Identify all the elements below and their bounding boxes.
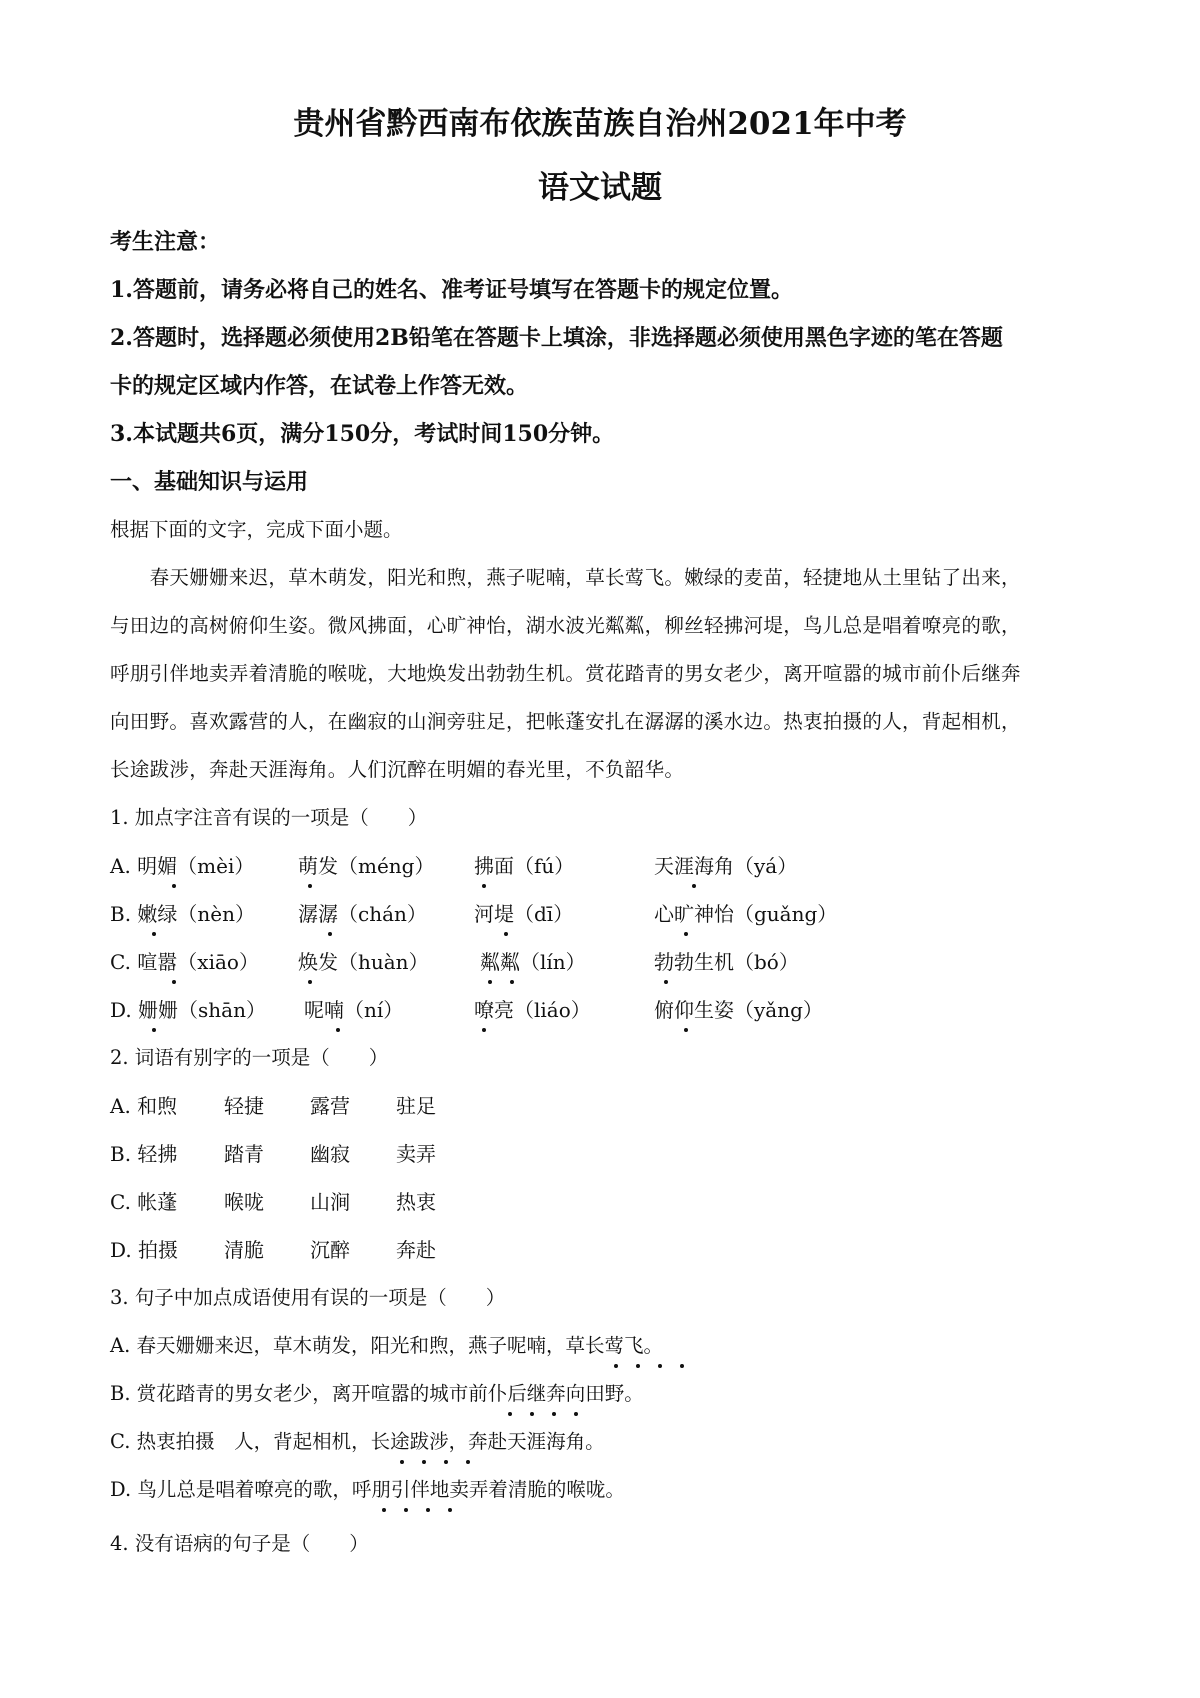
passage-line: 呼朋引伴地卖弄着清脆的喉咙，大地焕发出勃勃生机。赏花踏青的男女老少，离开喧嚣的城市前仆后继奔 [110,662,1021,685]
passage-line: 长途跋涉，奔赴天涯海角。人们沉醉在明媚的春光里，不负韶华。 [110,758,685,781]
question-stem: 4. 没有语病的句子是（ ） [110,1532,369,1555]
q2-option-c-4: 热衷 [396,1190,436,1214]
q1-option-d-4: 俯仰生姿（yǎng） [654,998,823,1022]
q2-option-c-3: 山涧 [310,1190,350,1214]
q1-option-a-3: 拂面（fú） [474,854,575,878]
q2-option-d-1: D. 拍摄 [110,1238,179,1262]
q1-option-b-4: 心旷神怡（guǎng） [654,902,838,926]
q1-option-b-1: B. 嫩绿（nèn） [110,902,256,926]
notice-heading: 考生注意： [110,229,221,255]
section-heading: 一、基础知识与运用 [110,469,309,495]
q1-option-d-3: 嘹亮（liáo） [474,998,591,1022]
question-stem: 3. 句子中加点成语使用有误的一项是（ ） [110,1286,506,1309]
passage-line: 向田野。喜欢露营的人，在幽寂的山涧旁驻足，把帐蓬安扎在潺潺的溪水边。热衷拍摄的人，背起相机， [110,710,1021,733]
q2-option-a-2: 轻捷 [224,1094,264,1118]
exam-subtitle: 语文试题 [538,170,662,206]
question-stem: 1. 加点字注音有误的一项是（ ） [110,806,428,829]
q2-option-d-2: 清脆 [224,1238,264,1262]
q1-option-c-3: 粼粼（lín） [480,950,586,974]
q1-option-d-2: 呢喃（ní） [304,998,404,1022]
q2-option-d-3: 沉醉 [310,1238,350,1262]
question-stem: 2. 词语有别字的一项是（ ） [110,1046,389,1069]
passage-line: 春天姗姗来迟，草木萌发，阳光和煦，燕子呢喃，草长莺飞。嫩绿的麦苗，轻捷地从土里钻了出来， [110,566,1021,589]
q1-option-c-1: C. 喧嚣（xiāo） [110,950,259,974]
q2-option-b-3: 幽寂 [310,1142,350,1166]
q2-option-c-2: 喉咙 [224,1190,264,1214]
q2-option-d-4: 奔赴 [396,1238,436,1262]
q2-option-b-1: B. 轻拂 [110,1142,178,1166]
q1-option-a-1: A. 明媚（mèi） [110,854,255,878]
passage-line: 与田边的高树俯仰生姿。微风拂面，心旷神怡，湖水波光粼粼，柳丝轻拂河堤，鸟儿总是唱着嘹亮的歌， [110,614,1021,637]
q2-option-b-4: 卖弄 [396,1142,436,1166]
q2-option-c-1: C. 帐蓬 [110,1190,178,1214]
q3-option-c: C. 热衷拍摄 人，背起相机，长途跋涉，奔赴天涯海角。 [110,1430,605,1453]
notice-item: 卡的规定区域内作答，在试卷上作答无效。 [110,373,529,399]
q3-option-a: A. 春天姗姗来迟，草木萌发，阳光和煦，燕子呢喃，草长莺飞。 [110,1334,663,1357]
q3-option-d: D. 鸟儿总是唱着嘹亮的歌，呼朋引伴地卖弄着清脆的喉咙。 [110,1478,625,1501]
q2-option-a-4: 驻足 [396,1094,436,1118]
q1-option-c-4: 勃勃生机（bó） [654,950,799,974]
q1-option-a-4: 天涯海角（yá） [654,854,798,878]
notice-item: 2.答题时，选择题必须使用2B铅笔在答题卡上填涂，非选择题必须使用黑色字迹的笔在答题 [110,325,1003,351]
q1-option-b-3: 河堤（dī） [474,902,574,926]
q3-option-b: B. 赏花踏青的男女老少，离开喧嚣的城市前仆后继奔向田野。 [110,1382,644,1405]
notice-item: 3.本试题共6页，满分150分，考试时间150分钟。 [110,421,615,447]
q1-option-d-1: D. 姗姗（shān） [110,998,266,1022]
exam-title: 贵州省黔西南布依族苗族自治州2021年中考 [293,106,907,142]
q1-option-c-2: 焕发（huàn） [298,950,429,974]
q2-option-b-2: 踏青 [224,1142,264,1166]
notice-item: 1.答题前，请务必将自己的姓名、准考证号填写在答题卡的规定位置。 [110,277,793,303]
q1-option-b-2: 潺潺（chán） [298,902,427,926]
q2-option-a-3: 露营 [310,1094,350,1118]
instruction: 根据下面的文字，完成下面小题。 [110,518,403,541]
q2-option-a-1: A. 和煦 [110,1094,178,1118]
q1-option-a-2: 萌发（méng） [298,854,435,878]
